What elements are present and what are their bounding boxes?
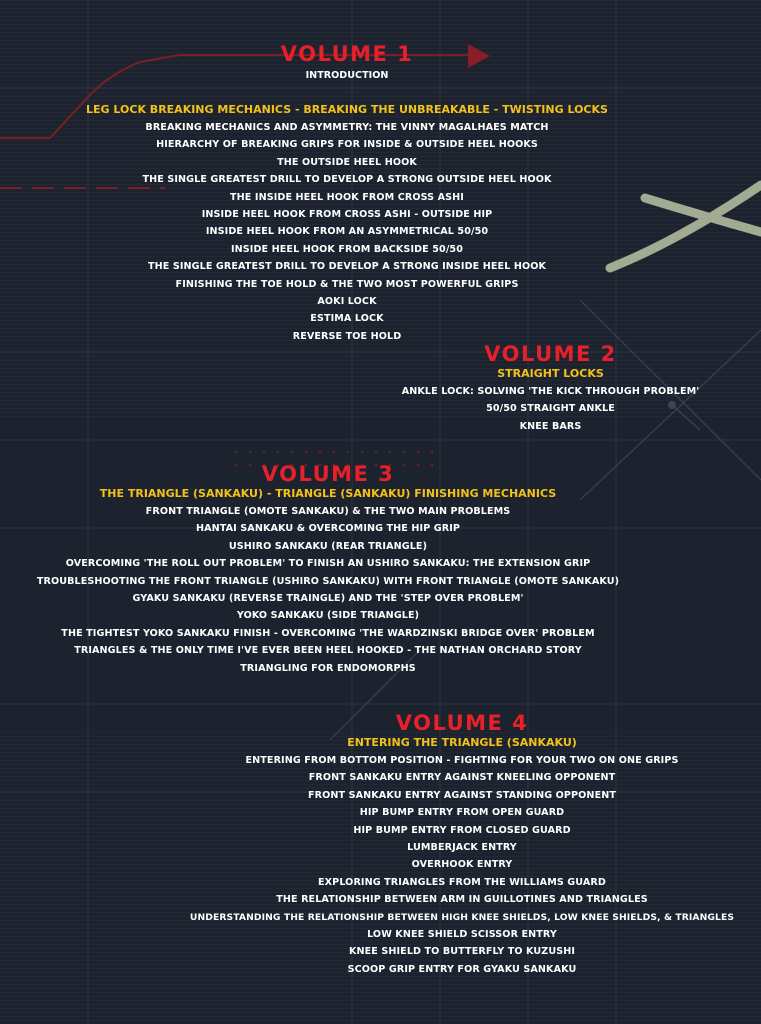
volume-4-title: VOLUME 4 <box>395 711 529 735</box>
list-item: FINISHING THE TOE HOLD & THE TWO MOST POWERFUL GRIPS <box>175 278 519 290</box>
list-item: LUMBERJACK ENTRY <box>407 842 517 854</box>
list-item: AOKI LOCK <box>317 296 377 308</box>
list-item: THE RELATIONSHIP BETWEEN ARM IN GUILLOTINES AND TRIANGLES <box>276 894 648 906</box>
list-item: HIP BUMP ENTRY FROM CLOSED GUARD <box>353 824 571 836</box>
list-item: THE OUTSIDE HEEL HOOK <box>277 156 417 168</box>
volume-1-section <box>0 42 694 345</box>
list-item: YOKO SANKAKU (SIDE TRIANGLE) <box>236 610 420 622</box>
list-item: BREAKING MECHANICS AND ASYMMETRY: THE VINNY MAGALHAES MATCH <box>145 122 549 133</box>
volume-4-section <box>162 711 761 978</box>
list-item: INSIDE HEEL HOOK FROM BACKSIDE 50/50 <box>231 243 463 255</box>
list-item: FRONT TRIANGLE (OMOTE SANKAKU) & THE TWO MAIN PROBLEMS <box>145 506 511 517</box>
volume-3-section <box>0 462 656 677</box>
list-item: USHIRO SANKAKU (REAR TRIANGLE) <box>228 540 428 552</box>
list-item: TRIANGLING FOR ENDOMORPHS <box>240 662 416 674</box>
list-item: THE INSIDE HEEL HOOK FROM CROSS ASHI <box>230 191 464 203</box>
volume-1-title: VOLUME 1 <box>280 42 414 66</box>
volume-4-subtitle: ENTERING THE TRIANGLE (SANKAKU) <box>347 736 577 749</box>
list-item: ENTERING FROM BOTTOM POSITION - FIGHTING FOR YOUR TWO ON ONE GRIPS <box>245 755 679 766</box>
list-item: INSIDE HEEL HOOK FROM CROSS ASHI - OUTSIDE HIP <box>201 209 493 221</box>
list-item: OVERHOOK ENTRY <box>411 859 513 871</box>
list-item: THE SINGLE GREATEST DRILL TO DEVELOP A STRONG OUTSIDE HEEL HOOK <box>142 174 552 186</box>
list-item: TROUBLESHOOTING THE FRONT TRIANGLE (USHIRO SANKAKU) WITH FRONT TRIANGLE (OMOTE SANKAKU) <box>36 575 620 587</box>
volume-1-list <box>0 119 694 345</box>
list-item: EXPLORING TRIANGLES FROM THE WILLIAMS GUARD <box>318 876 606 888</box>
list-item: FRONT SANKAKU ENTRY AGAINST STANDING OPPONENT <box>308 789 616 801</box>
list-item: REVERSE TOE HOLD <box>292 330 402 342</box>
list-item: SCOOP GRIP ENTRY FOR GYAKU SANKAKU <box>347 963 577 975</box>
volume-3-title: VOLUME 3 <box>261 462 395 486</box>
list-item: TRIANGLES & THE ONLY TIME I'VE EVER BEEN HEEL HOOKED - THE NATHAN ORCHARD STORY <box>74 645 582 657</box>
list-item: LOW KNEE SHIELD SCISSOR ENTRY <box>367 929 557 941</box>
volume-2-list <box>380 383 721 435</box>
volume-1-intro: INTRODUCTION <box>305 70 389 81</box>
list-item: FRONT SANKAKU ENTRY AGAINST KNEELING OPPONENT <box>308 772 616 784</box>
list-item: ANKLE LOCK: SOLVING 'THE KICK THROUGH PROBLEM' <box>401 386 700 397</box>
volume-2-title: VOLUME 2 <box>484 342 617 366</box>
list-item: 50/50 STRAIGHT ANKLE <box>486 403 615 415</box>
list-item: HIERARCHY OF BREAKING GRIPS FOR INSIDE & OUTSIDE HEEL HOOKS <box>156 139 538 151</box>
list-item: GYAKU SANKAKU (REVERSE TRAINGLE) AND THE 'STEP OVER PROBLEM' <box>132 593 524 605</box>
volume-3-subtitle: THE TRIANGLE (SANKAKU) - TRIANGLE (SANKAKU) FINISHING MECHANICS <box>99 487 557 500</box>
volume-2-subtitle: STRAIGHT LOCKS <box>497 367 604 380</box>
volume-1-subtitle: LEG LOCK BREAKING MECHANICS - BREAKING THE UNBREAKABLE - TWISTING LOCKS <box>86 103 608 116</box>
volume-4-list <box>162 752 761 978</box>
list-item: OVERCOMING 'THE ROLL OUT PROBLEM' TO FINISH AN USHIRO SANKAKU: THE EXTENSION GRIP <box>65 558 591 570</box>
list-item: THE SINGLE GREATEST DRILL TO DEVELOP A STRONG INSIDE HEEL HOOK <box>147 261 547 273</box>
volume-2-section <box>380 342 721 435</box>
list-item: KNEE BARS <box>519 420 582 432</box>
list-item: HIP BUMP ENTRY FROM OPEN GUARD <box>359 807 565 819</box>
list-item: INSIDE HEEL HOOK FROM AN ASYMMETRICAL 50/50 <box>205 226 489 238</box>
list-item: KNEE SHIELD TO BUTTERFLY TO KUZUSHI <box>348 946 576 958</box>
list-item: THE TIGHTEST YOKO SANKAKU FINISH - OVERCOMING 'THE WARDZINSKI BRIDGE OVER' PROBLEM <box>61 627 595 639</box>
list-item: HANTAI SANKAKU & OVERCOMING THE HIP GRIP <box>195 523 461 535</box>
list-item: ESTIMA LOCK <box>310 313 384 325</box>
volume-3-list <box>0 503 656 677</box>
list-item: UNDERSTANDING THE RELATIONSHIP BETWEEN HIGH KNEE SHIELDS, LOW KNEE SHIELDS, & TRIANGLES <box>189 911 735 923</box>
